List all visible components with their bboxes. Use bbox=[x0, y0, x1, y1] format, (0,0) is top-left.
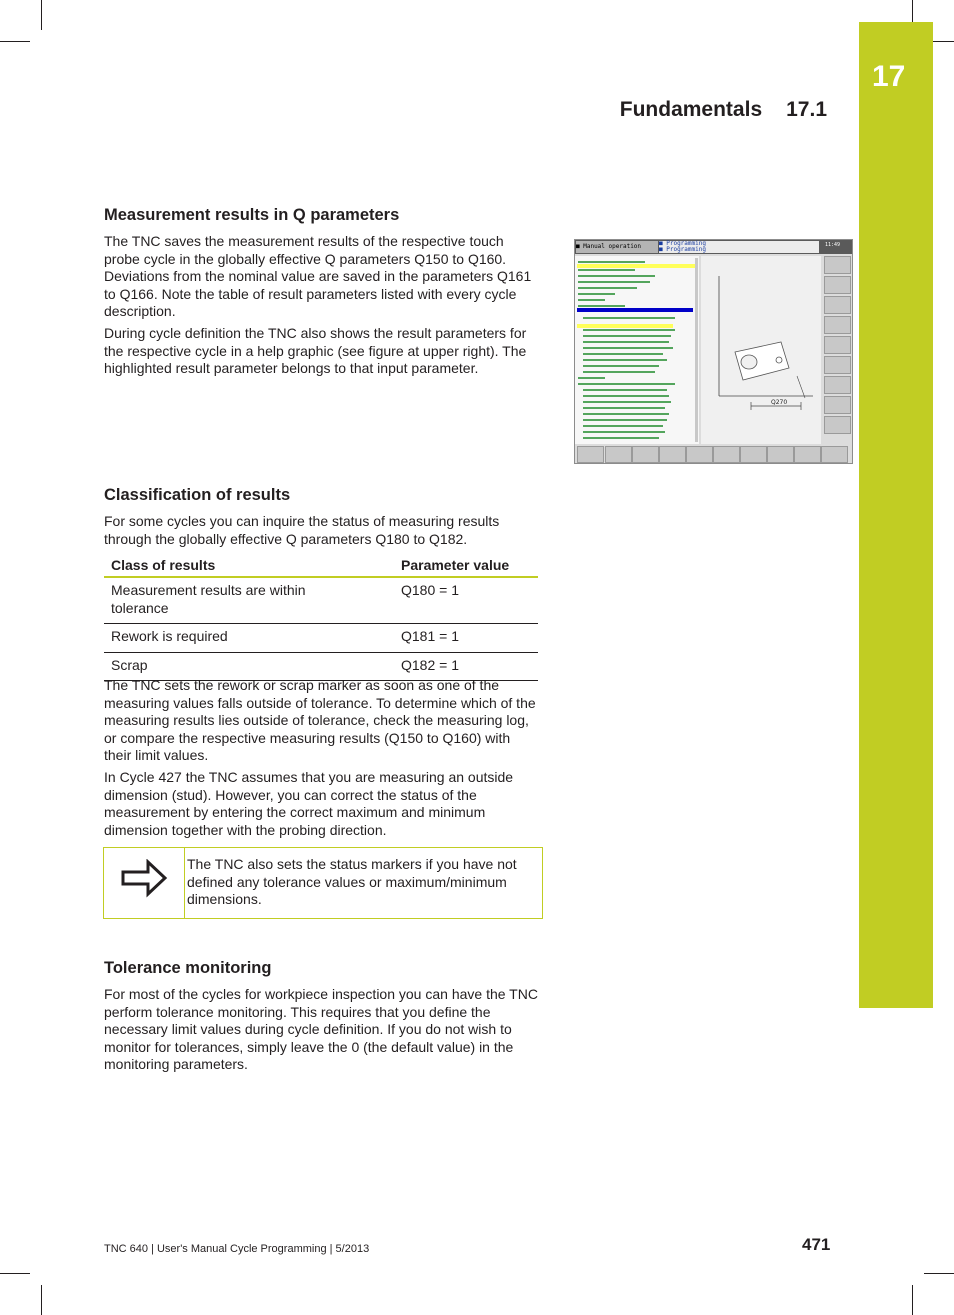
help-graphic-drawing bbox=[701, 256, 821, 444]
note-text: The TNC also sets the status markers if you have not defined any tolerance values or maximum/minimum dimensions. bbox=[187, 856, 517, 908]
mode-manual-operation: ■ Manual operation bbox=[576, 241, 658, 253]
table-cell: Q182 = 1 bbox=[394, 652, 538, 681]
table-cell: Q181 = 1 bbox=[394, 624, 538, 653]
heading-measurement-results: Measurement results in Q parameters bbox=[104, 206, 400, 224]
section-number: 17.1 bbox=[786, 98, 827, 121]
crop-mark bbox=[924, 1273, 954, 1274]
mode-programming: ■ Programming ■ Programming bbox=[659, 241, 819, 253]
vertical-softkey[interactable] bbox=[824, 396, 851, 414]
vertical-softkey[interactable] bbox=[824, 376, 851, 394]
vertical-softkey[interactable] bbox=[824, 416, 851, 434]
table-header-class: Class of results bbox=[104, 553, 394, 577]
page-number: 471 bbox=[802, 1235, 831, 1254]
control-screenshot bbox=[574, 239, 853, 464]
crop-mark bbox=[0, 1273, 30, 1274]
horizontal-softkey[interactable] bbox=[605, 446, 632, 463]
table-row bbox=[104, 577, 538, 624]
horizontal-softkey[interactable] bbox=[713, 446, 740, 463]
horizontal-softkey[interactable] bbox=[686, 446, 713, 463]
vertical-softkey[interactable] bbox=[824, 296, 851, 314]
chapter-tab bbox=[859, 22, 933, 1008]
paragraph: The TNC sets the rework or scrap marker as soon as one of the measuring values falls outside of tolerance. To determine which of the measuring results lies outside of tolerance, check the measuring log, or compare the respective measuring results (Q150 to Q160) with their limit values. bbox=[104, 677, 536, 764]
table-cell: Rework is required bbox=[104, 624, 394, 653]
vertical-softkey[interactable] bbox=[824, 256, 851, 274]
vertical-softkey[interactable] bbox=[824, 336, 851, 354]
results-table bbox=[104, 553, 538, 681]
chapter-number: 17 bbox=[872, 60, 906, 93]
paragraph: During cycle definition the TNC also shows the result parameters for the respective cycle in a help graphic (see figure at upper right). The highlighted result parameter belongs to that input parameter. bbox=[104, 325, 527, 377]
table-cell: Q180 = 1 bbox=[394, 577, 538, 624]
horizontal-softkey[interactable] bbox=[632, 446, 659, 463]
heading-classification: Classification of results bbox=[104, 486, 291, 504]
vertical-softkey[interactable] bbox=[824, 316, 851, 334]
section-title: Fundamentals bbox=[619, 98, 763, 121]
table-header-value: Parameter value bbox=[394, 553, 538, 577]
horizontal-softkey[interactable] bbox=[577, 446, 604, 463]
note-divider bbox=[184, 848, 185, 918]
arrow-right-icon bbox=[120, 859, 168, 899]
paragraph: In Cycle 427 the TNC assumes that you are measuring an outside dimension (stud). However, you can correct the status of the measurement by entering the correct maximum and minimum dimension together with the probing direction. bbox=[104, 769, 514, 838]
footer-text: TNC 640 | User's Manual Cycle Programming | 5/2013 bbox=[104, 1243, 370, 1255]
screen-clock: 11:49 bbox=[825, 242, 841, 248]
code-lines bbox=[575, 256, 699, 444]
heading-tolerance-monitoring: Tolerance monitoring bbox=[104, 959, 272, 977]
graphic-label: Q270 bbox=[771, 399, 788, 406]
horizontal-softkey[interactable] bbox=[821, 446, 848, 463]
horizontal-softkey[interactable] bbox=[767, 446, 794, 463]
table-header-row bbox=[104, 553, 538, 577]
crop-mark bbox=[41, 0, 42, 30]
softkey-row bbox=[575, 445, 852, 463]
crop-mark bbox=[912, 1285, 913, 1315]
softkey-column bbox=[822, 254, 852, 444]
paragraph: For some cycles you can inquire the status of measuring results through the globally effective Q parameters Q180 to Q182. bbox=[104, 513, 500, 547]
table-cell: Scrap bbox=[104, 652, 394, 681]
horizontal-softkey[interactable] bbox=[794, 446, 821, 463]
program-listing bbox=[575, 256, 699, 444]
note-box bbox=[103, 847, 543, 919]
section-header bbox=[620, 98, 827, 122]
help-graphic bbox=[701, 256, 821, 444]
crop-mark bbox=[41, 1285, 42, 1315]
horizontal-softkey[interactable] bbox=[659, 446, 686, 463]
table-cell: Measurement results are within tolerance bbox=[104, 577, 394, 624]
paragraph: The TNC saves the measurement results of the respective touch probe cycle in the globally effective Q parameters Q150 to Q160. Deviations from the nominal value are saved in the parameters Q161 to Q166. Note the table of result parameters listed with every cycle description. bbox=[104, 233, 532, 320]
paragraph: For most of the cycles for workpiece inspection you can have the TNC perform tolerance monitoring. This requires that you define the necessary limit values during cycle definition. If you do not wish to monitor for tolerances, simply leave the 0 (the default value) in the monitoring parameters. bbox=[104, 986, 538, 1073]
vertical-softkey[interactable] bbox=[824, 276, 851, 294]
table-row bbox=[104, 624, 538, 653]
vertical-softkey[interactable] bbox=[824, 356, 851, 374]
horizontal-softkey[interactable] bbox=[740, 446, 767, 463]
crop-mark bbox=[0, 41, 30, 42]
